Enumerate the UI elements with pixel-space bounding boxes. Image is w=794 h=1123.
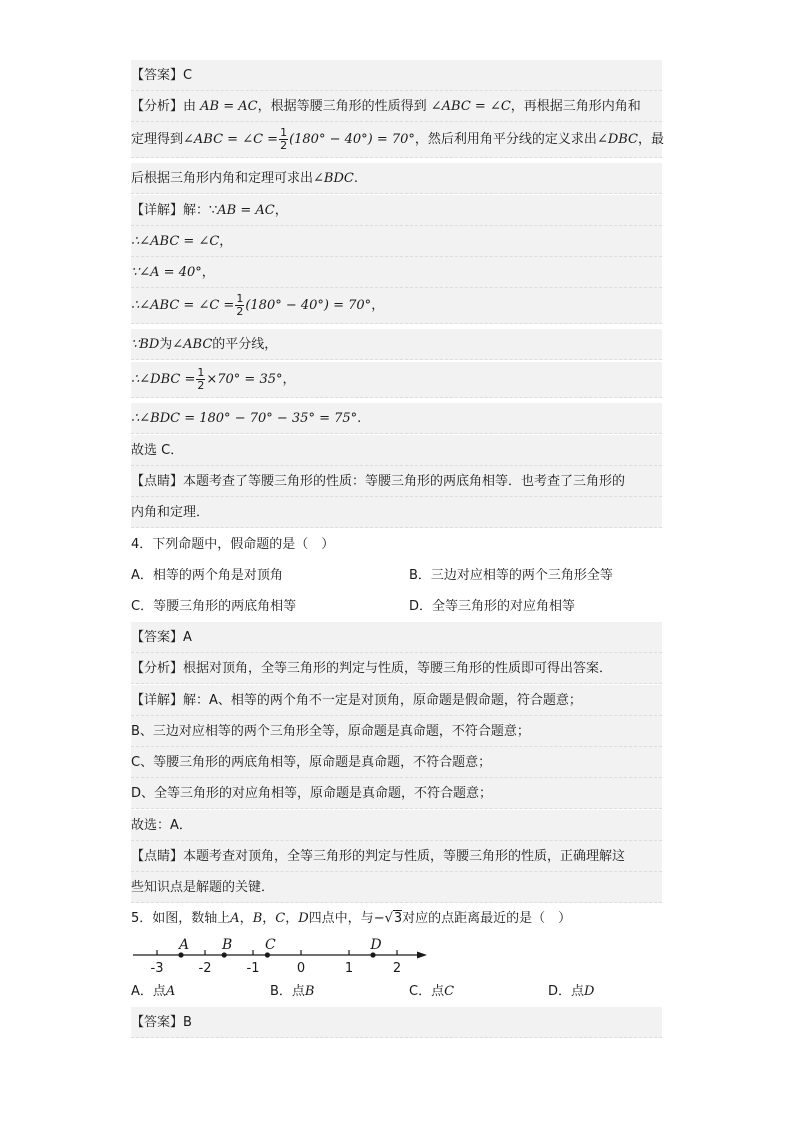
q4-detail-2: B、三边对应相等的两个三角形全等，原命题是真命题，不符合题意； xyxy=(131,716,662,747)
q4-options-row-1 xyxy=(131,560,662,591)
q3-analysis-line-1: 【分析】由 AB = AC，根据等腰三角形的性质得到 ∠ABC = ∠C，再根据三角形内角和 xyxy=(131,91,662,122)
sqrt-symbol: √ xyxy=(384,911,393,926)
q5-options xyxy=(131,976,662,1007)
q3-step-2: ∵∠A = 40°， xyxy=(131,257,662,288)
q4-detail-3: C、等腰三角形的两底角相等，原命题是真命题，不符合题意； xyxy=(131,747,662,778)
q4-option-d: D．全等三角形的对应角相等 xyxy=(409,599,576,614)
q3-answer: 【答案】C xyxy=(131,60,662,91)
q4-question: 4．下列命题中，假命题的是（ ） xyxy=(131,537,335,552)
q4-option-b: B．三边对应相等的两个三角形全等 xyxy=(409,568,613,583)
detail-tag: 【详解】 xyxy=(131,203,184,218)
q3-analysis-line-2: 定理得到∠ABC = ∠C = $\frac{1}{2}$ (180° − 40°) = 70°，然后利用角平分线的定义求出∠DBC，最 xyxy=(131,122,662,158)
analysis-tag: 【分析】 xyxy=(131,99,184,114)
number-line-tick-label: -1 xyxy=(246,961,260,976)
number-line-point-c xyxy=(265,952,270,957)
q3-step-6: ∴∠BDC = 180° − 70° − 35° = 75°. xyxy=(131,403,662,434)
q4-answer: 【答案】A xyxy=(131,622,662,653)
number-line-point-label: B xyxy=(222,937,233,953)
number-line-tick-label: 0 xyxy=(296,961,306,976)
q4-option-a: A．相等的两个角是对顶角 xyxy=(131,568,283,583)
q5-question: 5．如图，数轴上A，B，C，D四点中，与−√3对应的点距离最近的是（ ） xyxy=(131,911,572,926)
q4-comment-line-1: 【点睛】本题考查对顶角，全等三角形的判定与性质，等腰三角形的性质，正确理解这 xyxy=(131,841,662,872)
q3-step-5: ∴∠DBC = $\frac{1}{2}$ ×70° = 35°， xyxy=(131,362,662,398)
number-line-point-label: D xyxy=(370,937,382,953)
number-line-figure xyxy=(131,930,431,980)
q3-comment-line-1: 【点睛】本题考查了等腰三角形的性质：等腰三角形的两底角相等．也考查了三角形的 xyxy=(131,466,662,497)
fraction-half: $\frac{1}{2}$ xyxy=(280,126,288,152)
q5-option-b: B．点B xyxy=(270,984,315,999)
detail-tag: 【详解】 xyxy=(131,693,184,708)
number-line-tick-label: 2 xyxy=(392,961,402,976)
q4-options-row-2 xyxy=(131,591,662,622)
number-line-arrow-icon xyxy=(417,952,427,959)
q3-detail-line: 【详解】解：∵AB = AC， xyxy=(131,195,662,226)
analysis-tag: 【分析】 xyxy=(131,661,184,676)
number-line-point-b xyxy=(222,952,227,957)
number-line-tick-label: 1 xyxy=(344,961,354,976)
q4-detail-1: 【详解】解：A、相等的两个角不一定是对顶角，原命题是假命题，符合题意； xyxy=(131,685,662,716)
number-line-tick-label: -2 xyxy=(198,961,212,976)
fraction-half: $\frac{1}{2}$ xyxy=(236,292,244,318)
q3-analysis-line-3: 后根据三角形内角和定理可求出∠BDC. xyxy=(131,163,662,194)
number-line-tick-label: -3 xyxy=(150,961,164,976)
q3-step-3: ∴∠ABC = ∠C = $\frac{1}{2}$ (180° − 40°) = 70°， xyxy=(131,288,662,324)
q3-step-1: ∴∠ABC = ∠C， xyxy=(131,226,662,257)
q4-option-c: C．等腰三角形的两底角相等 xyxy=(131,599,297,614)
number-line-point-label: A xyxy=(178,937,190,953)
number-line-point-a xyxy=(178,952,183,957)
q4-analysis: 【分析】根据对顶角，全等三角形的判定与性质，等腰三角形的性质即可得出答案． xyxy=(131,653,662,684)
q3-conclusion: 故选 C． xyxy=(131,435,662,466)
number-line-point-label: C xyxy=(265,937,276,953)
q5-option-c: C．点C xyxy=(409,984,455,999)
fraction-half: $\frac{1}{2}$ xyxy=(197,366,205,392)
q5-answer: 【答案】B xyxy=(131,1007,662,1038)
comment-tag: 【点睛】 xyxy=(131,474,184,489)
comment-tag: 【点睛】 xyxy=(131,849,184,864)
q4-comment-line-2: 些知识点是解题的关键． xyxy=(131,872,662,903)
q5-option-a: A．点A xyxy=(131,984,176,999)
q5-option-d: D．点D xyxy=(548,984,595,999)
number-line-point-d xyxy=(370,952,375,957)
q4-detail-4: D、全等三角形的对应角相等，原命题是真命题，不符合题意； xyxy=(131,778,662,809)
q4-conclusion: 故选：A． xyxy=(131,810,662,841)
q3-step-4: ∵BD为∠ABC的平分线， xyxy=(131,329,662,360)
q3-comment-line-2: 内角和定理． xyxy=(131,497,662,528)
